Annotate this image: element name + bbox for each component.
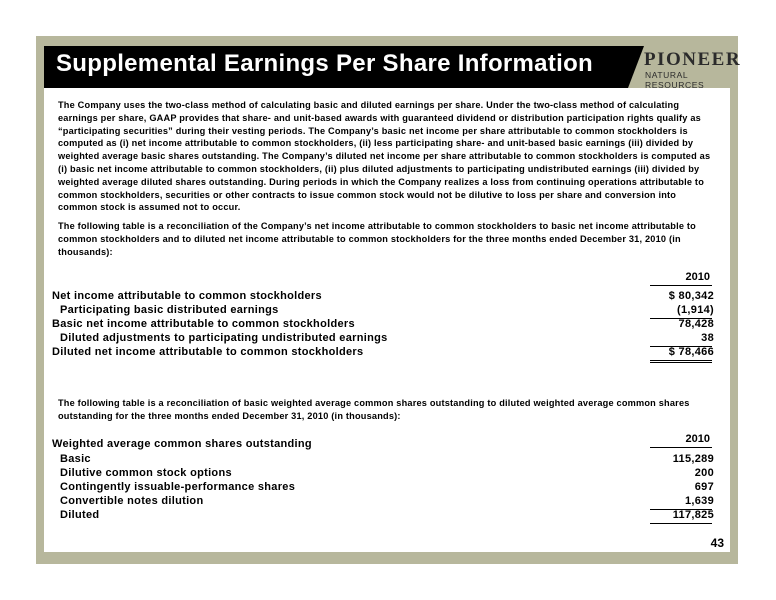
company-logo: [628, 46, 742, 90]
table2-heading-label: Weighted average common shares outstanding: [52, 438, 312, 450]
total-double-rule: [650, 362, 712, 363]
logo-subtitle: NATURAL RESOURCES: [645, 70, 705, 90]
shares-intro-paragraph: The following table is a reconciliation of basic weighted average common shares outstanding to diluted weighted average common shares outstanding for the three months ended December 31, 2010 (in thousands):: [58, 398, 690, 421]
logo-slash: [628, 46, 644, 88]
table-row: [52, 332, 712, 346]
row-value: 697: [694, 481, 714, 493]
logo-wordmark: PIONEER: [644, 49, 742, 70]
row-value: $ 80,342: [668, 290, 714, 302]
row-label: Diluted: [60, 509, 100, 521]
table-row: [52, 481, 712, 495]
table-row: [52, 453, 712, 467]
row-label: Convertible notes dilution: [60, 495, 204, 507]
title-bar: [44, 46, 628, 88]
row-value: 200: [694, 467, 714, 479]
row-label: Contingently issuable-performance shares: [60, 481, 296, 493]
row-label: Participating basic distributed earnings: [60, 304, 279, 316]
row-value: $ 78,466: [668, 346, 714, 358]
row-value: 78,428: [678, 318, 714, 330]
row-value: 115,289: [672, 453, 714, 465]
intro-paragraph: The Company uses the two-class method of calculating basic and diluted earnings per share. Under the two-class method of calculating earnings per share, GAAP provides that share- and unit-based awards with guaranteed dividend or distribution participation rights qualify as “participating securities” during their vesting periods. The Company’s basic net income per share attributable to common stockholders is computed as (i) net income attributable to common stockholders, (ii) less participating share- and unit-based basic earnings (iii) divided by weighted average basic shares outstanding. The Company’s diluted net income per share attributable to common stockholders is computed as (i) basic net income attributable to common stockholders, (ii) plus diluted adjustments to participating undistributed earnings (iii) divided by weighted average diluted shares outstanding. During periods in which the Company realizes a loss from continuing operations attributable to common stockholders, securities or other contracts to issue common stock would not be dilutive to loss per share and conversion into common stock is assumed not to occur.: [58, 100, 711, 213]
row-value: 1,639: [684, 495, 714, 507]
row-value: (1,914): [677, 304, 714, 316]
page-number: 43: [710, 536, 724, 550]
table2-heading: [52, 438, 712, 452]
table-row: [52, 509, 712, 523]
table1-year-header: 2010: [685, 271, 710, 283]
row-value: 117,825: [672, 509, 714, 521]
table-row: [52, 346, 712, 360]
row-label: Net income attributable to common stockholders: [52, 290, 322, 302]
row-label: Basic: [60, 453, 91, 465]
row-label: Basic net income attributable to common stockholders: [52, 318, 355, 330]
slide-title: Supplemental Earnings Per Share Information: [56, 50, 594, 77]
total-rule: [650, 360, 712, 361]
table-row: [52, 495, 712, 509]
total-rule: [650, 523, 712, 524]
reconciliation-intro-paragraph: The following table is a reconciliation of the Company’s net income attributable to common stockholders to basic net income attributable to common stockholders and to diluted net income attributable to common stockholders for the three months ended December 31, 2010 (in thousands):: [58, 221, 696, 257]
table2-year-header: 2010: [685, 433, 710, 445]
row-label: Dilutive common stock options: [60, 467, 232, 479]
row-value: 38: [701, 332, 714, 344]
table-row: [52, 318, 712, 332]
table-row: [52, 467, 712, 481]
row-label: Diluted net income attributable to common stockholders: [52, 346, 364, 358]
table-row: [52, 304, 712, 318]
table1-header-rule: [650, 285, 712, 286]
table-row: [52, 290, 712, 304]
row-label: Diluted adjustments to participating undistributed earnings: [60, 332, 388, 344]
